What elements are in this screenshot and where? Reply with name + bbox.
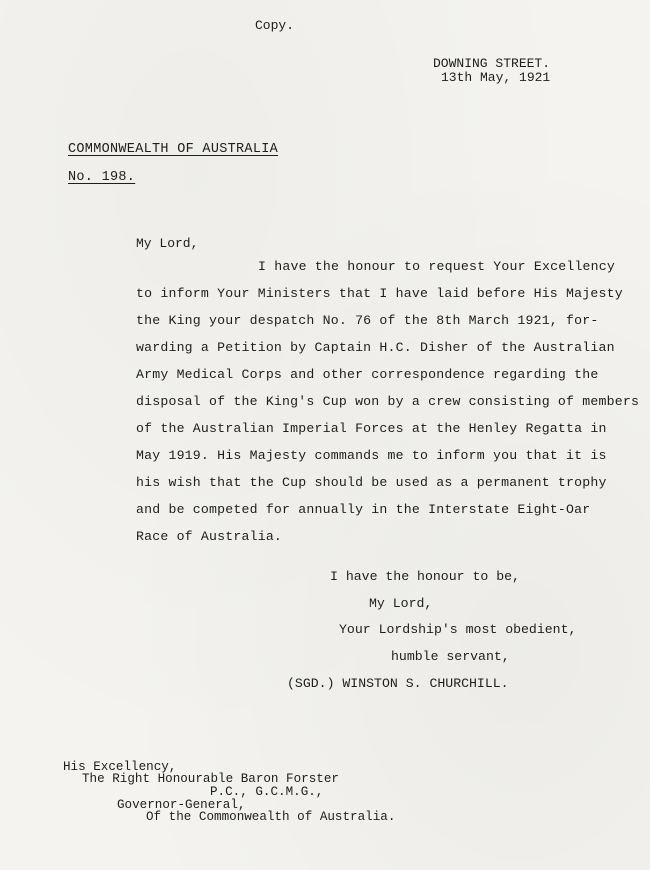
copy-label: Copy.: [255, 18, 295, 33]
heading-number: No. 198.: [68, 170, 136, 185]
signature: (SGD.) WINSTON S. CHURCHILL.: [287, 676, 509, 691]
body-line: warding a Petition by Captain H.C. Disher of the Australian: [136, 340, 615, 355]
body-line: Army Medical Corps and other correspondence regarding the: [136, 367, 599, 382]
heading-title: COMMONWEALTH OF AUSTRALIA: [68, 142, 279, 157]
addressee-line: Governor-General,: [117, 798, 246, 812]
body-line: to inform Your Ministers that I have laid before His Majesty: [136, 286, 623, 301]
closing-line: My Lord,: [369, 596, 433, 611]
body-line: May 1919. His Majesty commands me to inform you that it is: [136, 448, 607, 463]
location: DOWNING STREET.: [433, 56, 551, 71]
body-line: and be competed for annually in the Interstate Eight-Oar: [136, 502, 591, 517]
salutation: My Lord,: [136, 236, 199, 251]
body-line: Race of Australia.: [136, 529, 283, 544]
body-line: disposal of the King's Cup won by a crew consisting of members: [136, 394, 640, 409]
body-line: his wish that the Cup should be used as a permanent trophy: [136, 475, 607, 490]
addressee-line: His Excellency,: [63, 760, 177, 774]
date: 13th May, 1921: [441, 70, 551, 85]
closing-line: I have the honour to be,: [330, 569, 520, 584]
addressee-line: Of the Commonwealth of Australia.: [146, 810, 396, 824]
body-line: the King your despatch No. 76 of the 8th March 1921, for-: [136, 313, 599, 328]
addressee-line: The Right Honourable Baron Forster: [82, 772, 339, 786]
closing-line: Your Lordship's most obedient,: [339, 622, 577, 637]
body-line: of the Australian Imperial Forces at the Henley Regatta in: [136, 421, 607, 436]
closing-line: humble servant,: [391, 649, 510, 664]
addressee-line: P.C., G.C.M.G.,: [210, 785, 324, 799]
body-line: I have the honour to request Your Excellency: [258, 259, 616, 274]
